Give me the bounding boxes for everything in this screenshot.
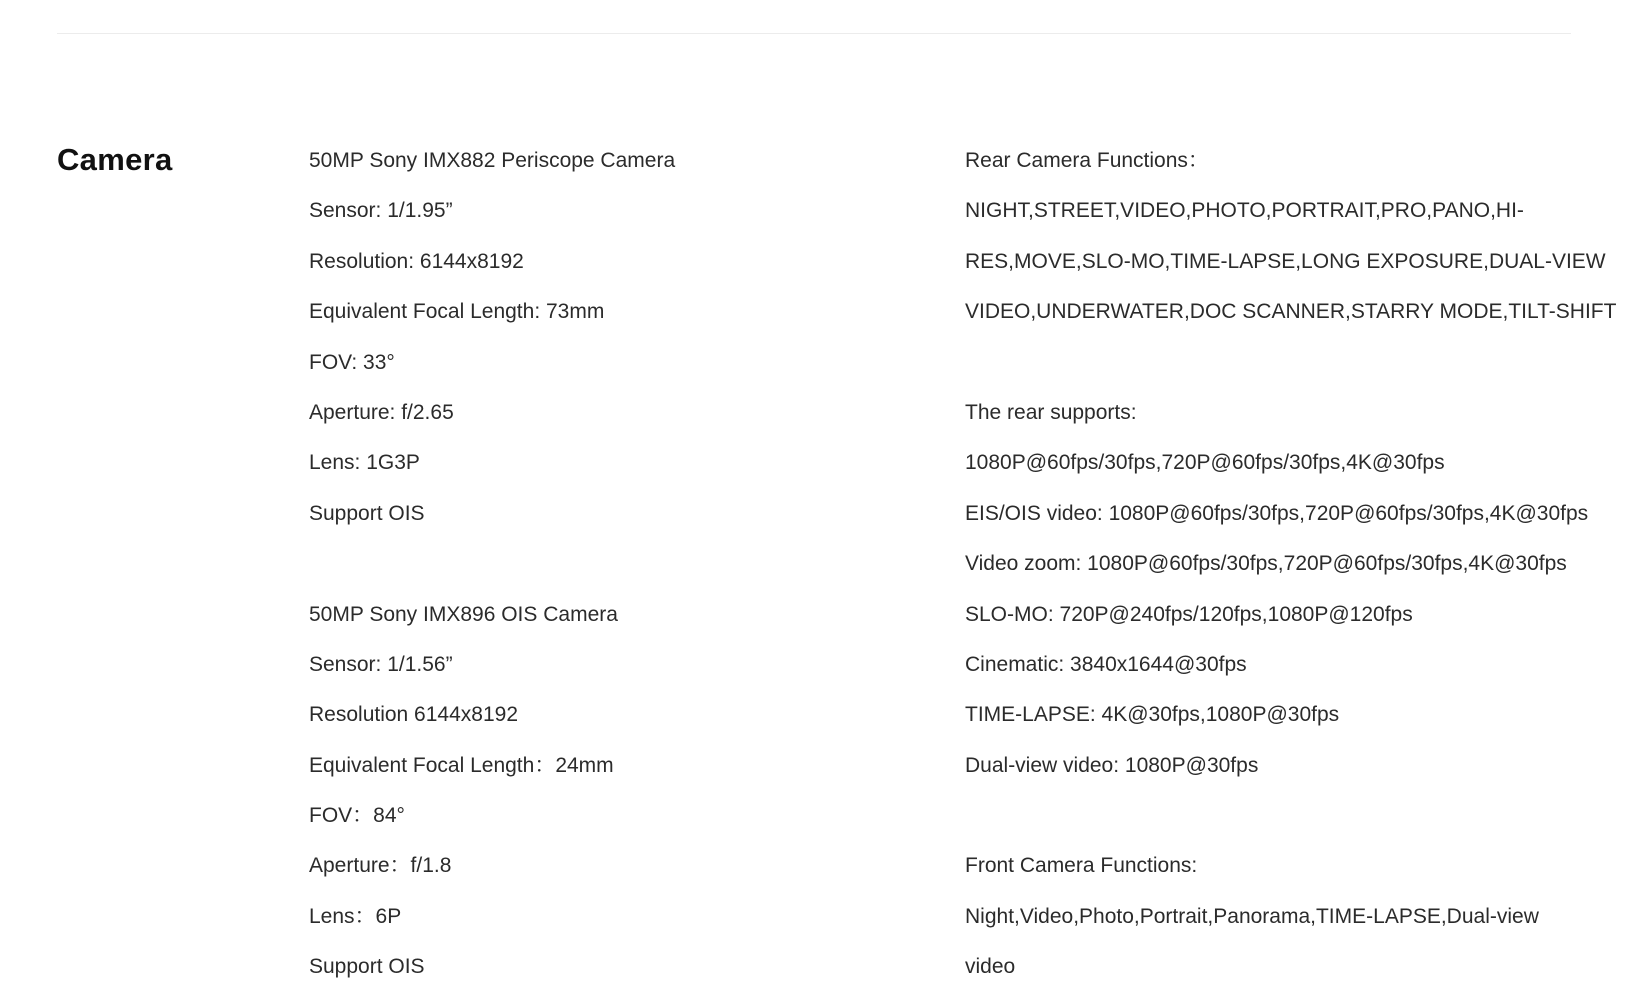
spec-line: The rear supports: <box>965 400 1137 424</box>
spec-line: Sensor: 1/1.56” <box>309 652 453 676</box>
spec-line: Sensor: 1/1.95” <box>309 199 453 223</box>
spec-spacer <box>965 796 1605 846</box>
spec-line: Equivalent Focal Length: 73mm <box>309 300 605 324</box>
spec-line: 1080P@60fps/30fps,720P@60fps/30fps,4K@30fps <box>965 451 1445 475</box>
spec-line: Aperture：f/1.8 <box>309 854 452 878</box>
spec-line: Aperture: f/2.65 <box>309 400 454 424</box>
spec-line: Lens：6P <box>309 904 402 928</box>
spec-spacer <box>965 343 1605 393</box>
top-divider <box>57 33 1571 34</box>
spec-line: 50MP Sony IMX896 OIS Camera <box>309 602 618 626</box>
spec-line: Support OIS <box>309 955 425 979</box>
spec-line: NIGHT,STREET,VIDEO,PHOTO,PORTRAIT,PRO,PANO,HI- <box>965 199 1524 223</box>
spec-line: FOV: 33° <box>309 350 395 374</box>
spec-line: Dual-view video: 1080P@30fps <box>965 753 1259 777</box>
spec-column-left <box>309 141 909 998</box>
spec-line: TIME-LAPSE: 4K@30fps,1080P@30fps <box>965 703 1340 727</box>
spec-line: Equivalent Focal Length：24mm <box>309 753 614 777</box>
spec-line: RES,MOVE,SLO-MO,TIME-LAPSE,LONG EXPOSURE,DUAL-VIEW <box>965 249 1606 273</box>
spec-line: EIS/OIS video: 1080P@60fps/30fps,720P@60fps/30fps,4K@30fps <box>965 501 1589 525</box>
spec-line: VIDEO,UNDERWATER,DOC SCANNER,STARRY MODE,TILT-SHIFT <box>965 300 1617 324</box>
spec-line: 50MP Sony IMX882 Periscope Camera <box>309 149 676 172</box>
spec-line: video <box>965 955 1016 979</box>
spec-line: Cinematic: 3840x1644@30fps <box>965 652 1247 676</box>
spec-spacer <box>309 544 909 594</box>
spec-line: Resolution 6144x8192 <box>309 703 518 727</box>
spec-line: Resolution: 6144x8192 <box>309 249 524 273</box>
spec-line: Rear Camera Functions： <box>965 149 1209 172</box>
spec-line: Lens: 1G3P <box>309 451 420 475</box>
section-title: Camera <box>57 142 173 177</box>
spec-column-right <box>965 141 1617 998</box>
spec-line: Front Camera Functions: <box>965 854 1198 878</box>
spec-line: SLO-MO: 720P@240fps/120fps,1080P@120fps <box>965 602 1413 626</box>
spec-line: Night,Video,Photo,Portrait,Panorama,TIME-LAPSE,Dual-view <box>965 904 1539 928</box>
spec-line: Video zoom: 1080P@60fps/30fps,720P@60fps/30fps,4K@30fps <box>965 552 1567 576</box>
spec-line: Support OIS <box>309 501 425 525</box>
spec-line: FOV：84° <box>309 804 405 828</box>
